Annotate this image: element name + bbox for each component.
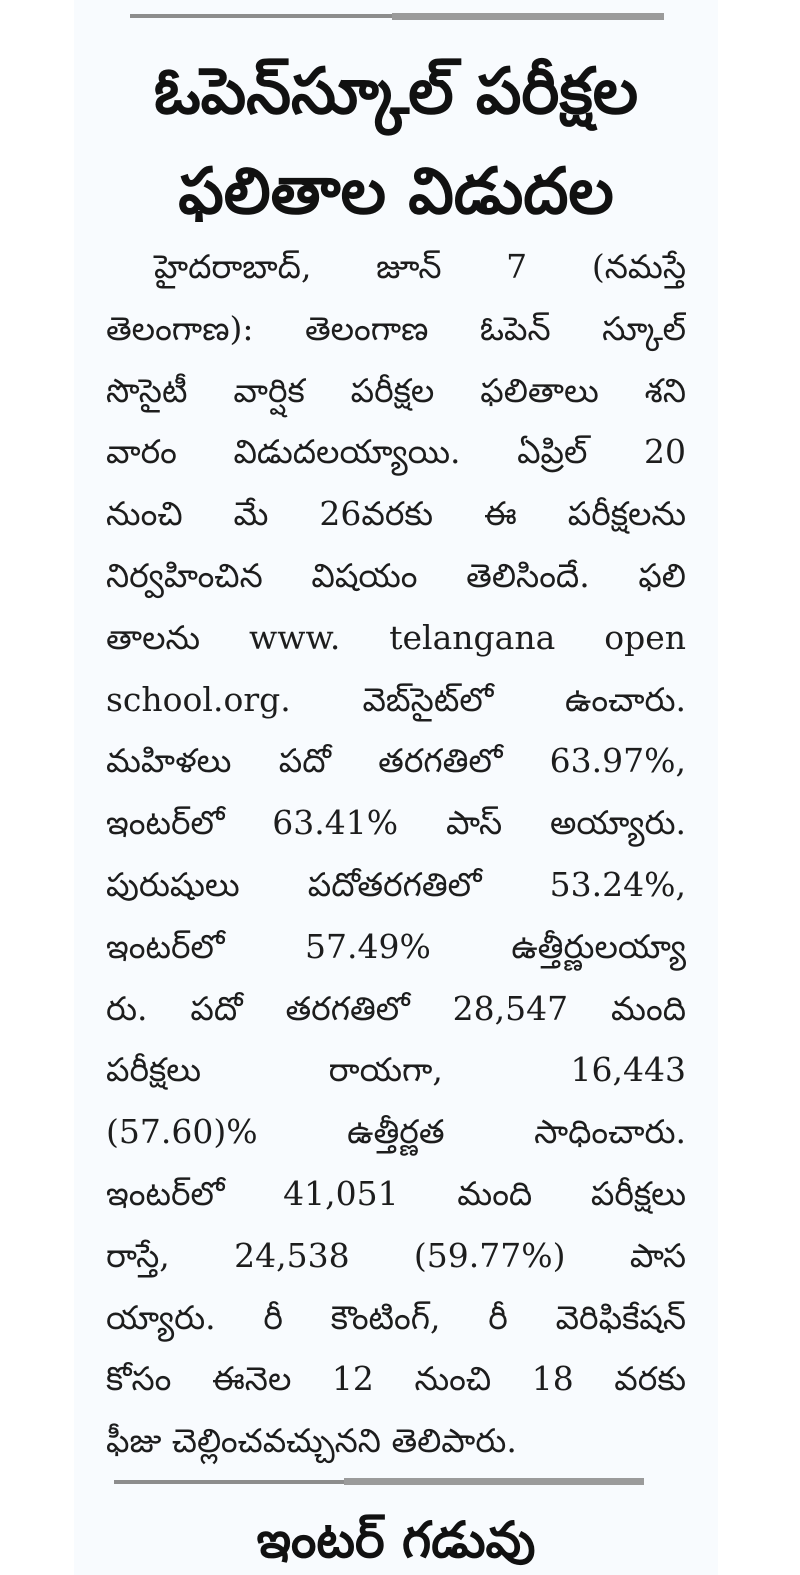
body-line: ఫీజు చెల్లించవచ్చునని తెలిపారు. (106, 1421, 517, 1461)
bottom-divider-thin (114, 1480, 344, 1484)
body-line: ఇంటర్‌లో 57.49% ఉత్తీర్ణులయ్యా (106, 926, 686, 966)
body-line: ఇంటర్‌లో 41,051 మంది పరీక్షలు (106, 1173, 686, 1213)
body-line: నిర్వహించిన విషయం తెలిసిందే. ఫలి (106, 555, 686, 595)
body-line: పురుషులు పదోతరగతిలో 53.24%, (106, 864, 686, 904)
body-line: తాలను www. telangana open (106, 617, 686, 657)
top-divider-thin (130, 14, 392, 18)
headline-line-2: ఫలితాల విడుదల (178, 155, 614, 229)
body-line: వారం విడుదలయ్యాయి. ఏప్రిల్ 20 (106, 432, 686, 472)
article-body (106, 236, 686, 1472)
next-article-headline: ఇంటర్ గడువు (256, 1511, 536, 1569)
bottom-divider-thick (344, 1478, 644, 1485)
body-line: రాస్తే, 24,538 (59.77%) పాస (106, 1235, 686, 1275)
body-line: సొసైటీ వార్షిక పరీక్షల ఫలితాలు శని (106, 370, 686, 410)
body-line: ఇంటర్‌లో 63.41% పాస్ అయ్యారు. (106, 803, 686, 843)
body-line: హైదరాబాద్, జూన్ 7 (నమస్తే (154, 247, 686, 286)
body-line: రు. పదో తరగతిలో 28,547 మంది (106, 988, 686, 1028)
body-line: పరీక్షలు రాయగా, 16,443 (106, 1050, 686, 1090)
body-line: మహిళలు పదో తరగతిలో 63.97%, (106, 741, 686, 781)
headline-line-1: ఓపెన్‌స్కూల్ పరీక్షల (153, 55, 639, 129)
top-divider-thick (392, 13, 664, 20)
body-line: school.org. వెబ్‌సైట్‌లో ఉంచారు. (106, 679, 686, 719)
body-line: య్యారు. రీ కౌంటింగ్, రీ వెరిఫికేషన్ (106, 1297, 686, 1337)
body-line: నుంచి మే 26వరకు ఈ పరీక్షలను (106, 494, 686, 534)
body-line: (57.60)% ఉత్తీర్ణత సాధించారు. (106, 1112, 686, 1152)
newspaper-clipping (74, 0, 718, 1575)
body-line: తెలంగాణ): తెలంగాణ ఓపెన్ స్కూల్ (106, 308, 686, 348)
body-line: కోసం ఈనెల 12 నుంచి 18 వరకు (106, 1359, 686, 1399)
